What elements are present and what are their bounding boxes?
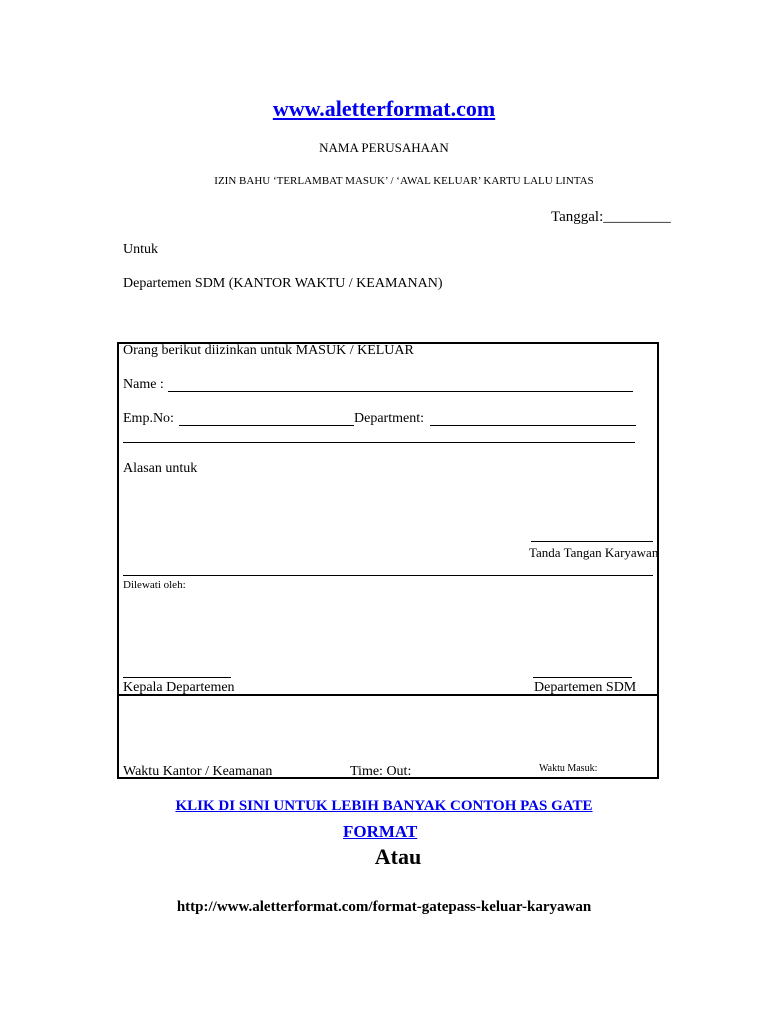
date-field: Tanggal:_________ (551, 209, 671, 225)
time-in-label: Waktu Masuk: (539, 763, 598, 774)
name-line (168, 391, 633, 392)
more-examples-link-line2[interactable]: FORMAT (343, 822, 418, 841)
emp-no-label: Emp.No: (123, 411, 174, 426)
department-line (430, 425, 636, 426)
passed-by-label: Dilewati oleh: (123, 579, 186, 591)
head-department-signature-line (123, 677, 231, 678)
office-security-label: Waktu Kantor / Keamanan (123, 764, 273, 779)
permission-text: Orang berikut diizinkan untuk MASUK / KELUAR (123, 343, 414, 358)
hr-signature-line (533, 677, 632, 678)
department-label: Department: (354, 411, 424, 426)
section-separator-line (123, 575, 653, 576)
to-label: Untuk (123, 242, 158, 257)
head-department-label: Kepala Departemen (123, 680, 235, 695)
employee-signature-line (531, 541, 653, 542)
form-title: IZIN BAHU ‘TERLAMBAT MASUK’ / ‘AWAL KELUAR’ KARTU LALU LINTAS (214, 175, 594, 187)
company-name: NAMA PERUSAHAAN (319, 140, 449, 155)
or-text: Atau (374, 844, 422, 869)
time-out-label: Time: Out: (350, 764, 412, 779)
reason-label: Alasan untuk (123, 461, 198, 476)
emp-no-line (179, 425, 354, 426)
website-link[interactable]: www.aletterformat.com (272, 96, 496, 121)
source-url: http://www.aletterformat.com/format-gatepass-keluar-karyawan (176, 899, 592, 915)
recipient-department: Departemen SDM (KANTOR WAKTU / KEAMANAN) (123, 276, 443, 291)
hr-department-label: Departemen SDM (534, 680, 637, 695)
more-examples-link[interactable]: KLIK DI SINI UNTUK LEBIH BANYAK CONTOH PAS GATE (175, 798, 593, 814)
employee-signature-label: Tanda Tangan Karyawan (529, 545, 659, 560)
name-label: Name : (123, 377, 164, 392)
extra-line (123, 442, 635, 443)
